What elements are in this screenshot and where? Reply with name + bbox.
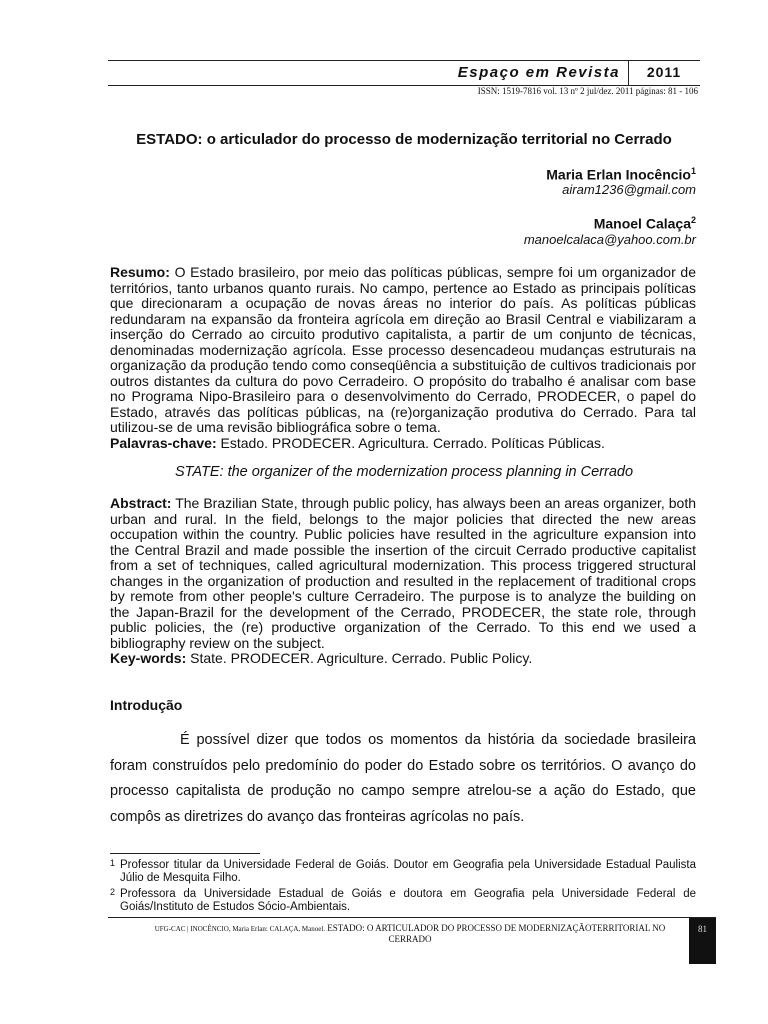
footer-citation [150, 923, 670, 944]
author-1 [546, 166, 696, 183]
english-title: STATE: the organizer of the modernization process planning in Cerrado [174, 464, 634, 480]
intro-text: É possível dizer que todos os momentos da história da sociedade brasileira foram construídos pelo predomínio do poder do Estado sobre os territórios. O avanço do processo capitalista de produção no campo sempre atrelou-se a ação do Estado, que compôs as diretrizes do avanço das fronteiras agrícolas no país. [110, 732, 696, 825]
key-words-text: State. PRODECER. Agriculture. Cerrado. Public Policy. [190, 650, 533, 666]
author-2-email: manoelcalaca@yahoo.com.br [523, 232, 696, 247]
palavras-chave-label: Palavras-chave: [110, 434, 217, 451]
footnote-1-text: Professor titular da Universidade Federal de Goiás. Doutor em Geografia pela Universidade Estadual Paulista Júlio de Mesquita Filho. [120, 859, 696, 884]
section-heading: Introdução [110, 697, 183, 713]
author-1-name: Maria Erlan Inocêncio [546, 166, 691, 183]
footnote-1 [110, 859, 696, 885]
footnote-2 [110, 888, 696, 914]
journal-name: Espaço em Revista [457, 64, 620, 81]
resumo-label: Resumo: [110, 264, 170, 280]
author-1-note: 1 [690, 166, 696, 176]
footer-rule [108, 917, 716, 918]
footnote-2-text: Professora da Universidade Estadual de Goiás e doutora em Geografia pela Universidade Federal de Goiás/Instituto de Estudos Sócio-Ambientais. [120, 888, 696, 913]
article-title: ESTADO: o articulador do processo de modernização territorial no Cerrado [136, 131, 672, 148]
journal-year: 2011 [646, 64, 682, 80]
footnote-rule [110, 853, 260, 854]
intro-paragraph [110, 728, 696, 830]
abstract-paragraph [110, 496, 696, 667]
header-separator [628, 60, 629, 86]
footer-citation-title: ESTADO: O ARTICULADOR DO PROCESSO DE MODERNIZAÇÃOTERRITORIAL NO CERRADO [327, 923, 666, 944]
abstract-label: Abstract: [110, 495, 172, 511]
author-2-name: Manoel Calaça [593, 215, 691, 232]
header-rule-top [108, 60, 700, 61]
author-2 [594, 215, 696, 232]
author-2-note: 2 [690, 215, 696, 225]
footnote-2-number: 2 [110, 887, 116, 897]
issn-line: ISSN: 1519-7816 vol. 13 nº 2 jul/dez. 2011 páginas: 81 - 106 [477, 86, 698, 96]
resumo-paragraph [110, 265, 696, 451]
author-1-email: airam1236@gmail.com [562, 182, 696, 197]
footnote-1-number: 1 [110, 858, 116, 868]
page-number: 81 [698, 924, 707, 934]
key-words-label: Key-words: [110, 650, 187, 666]
footer-citation-authors: UFG-CAC | INOCÊNCIO, Maria Erlan: CALAÇA, Manoel. [154, 925, 326, 933]
resumo-text: O Estado brasileiro, por meio das políticas públicas, sempre foi um organizador de territórios, tanto urbanos quanto rurais. No campo, pertence ao Estado as principais políticas que direcionaram a ocupação de novas áreas no interior do país. As políticas públicas redundaram na expansão da fronteira agrícola em direção ao Brasil Central e viabilizaram a inserção do Cerrado ao circuito produtivo capitalista, a partir de um conjunto de técnicas, denominadas modernização agrícola. Esse processo desencadeou mudanças estruturais na organização da produção tendo como conseqüência a substituição de cultivos tradicionais por outros distantes da cultura do povo Cerradeiro. O propósito do trabalho é analisar com base no Programa Nipo-Brasileiro para o desenvolvimento do Cerrado, PRODECER, o papel do Estado, através das políticas públicas, na (re)organização produtiva do Cerrado. Para tal utilizou-se de uma revisão bibliográfica sobre o tema. [110, 264, 696, 435]
abstract-text: The Brazilian State, through public policy, has always been an areas organizer, both urban and rural. In the field, belongs to the major policies that directed the new areas occupation within the country. Public policies have resulted in the agriculture expansion into the Central Brazil and made possible the insertion of the circuit Cerrado productive capitalist from a set of techniques, called agricultural modernization. This process triggered structural changes in the organization of production and resulted in the replacement of traditional crops by remote from other people's culture Cerradeiro. The purpose is to analyze the building on the Japan-Brazil for the development of the Cerrado, PRODECER, the state role, through public policies, the (re) productive organization of the Cerrado. To this end we used a bibliography review on the subject. [110, 495, 697, 651]
palavras-chave-text: Estado. PRODECER. Agricultura. Cerrado. Políticas Públicas. [220, 434, 605, 451]
